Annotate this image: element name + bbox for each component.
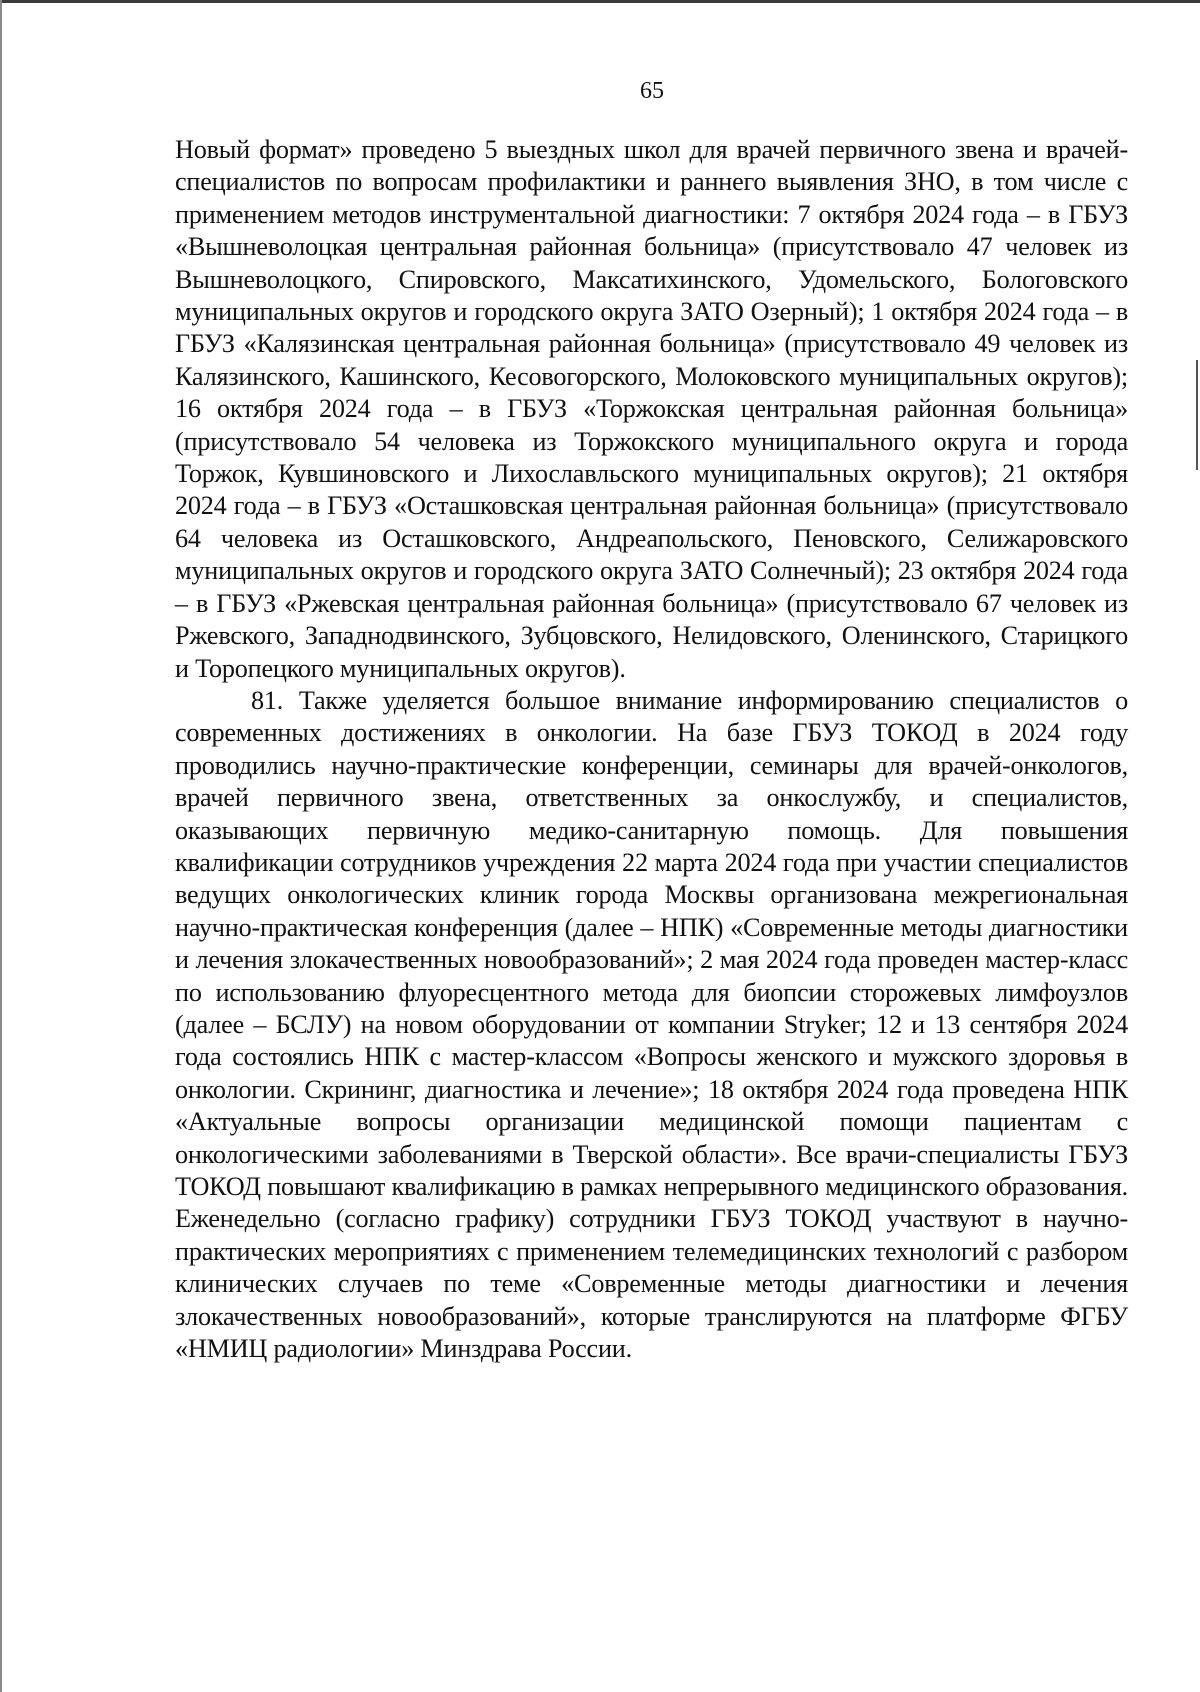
document-body <box>175 134 1128 1365</box>
paragraph-school-events: Новый формат» проведено 5 выездных школ для врачей первичного звена и врачей-специалистов по вопросам профилактики и раннего выявления ЗНО, в том числе с применением методов инструментальной диагностики: 7 октября 2024 года – в ГБУЗ «Вышневолоцкая центральная районная больница» (присутствовало 47 человек из Вышневолоцкого, Спировского, Максатихинского, Удомельского, Бологовского муниципальных округов и городского округа ЗАТО Озерный); 1 октября 2024 года – в ГБУЗ «Калязинская центральная районная больница» (присутствовало 49 человек из Калязинского, Кашинского, Кесовогорского, Молоковского муниципальных округов); 16 октября 2024 года – в ГБУЗ «Торжокская центральная районная больница» (присутствовало 54 человека из Торжокского муниципального округа и города Торжок, Кувшиновского и Лихославльского муниципальных округов); 21 октября 2024 года – в ГБУЗ «Осташковская центральная районная больница» (присутствовало 64 человека из Осташковского, Андреапольского, Пеновского, Селижаровского муниципальных округов и городского округа ЗАТО Солнечный); 23 октября 2024 года – в ГБУЗ «Ржевская центральная районная больница» (присутствовало 67 человек из Ржевского, Западнодвинского, Зубцовского, Нелидовского, Оленинского, Старицкого и Торопецкого муниципальных округов). <box>175 135 1128 683</box>
scan-border-top <box>0 0 1200 3</box>
scan-mark-right <box>1196 360 1198 420</box>
scan-border-left <box>0 0 2 1692</box>
paragraph-81-conferences: 81. Также уделяется большое внимание информированию специалистов о современных достижениях в онкологии. На базе ГБУЗ ТОКОД в 2024 году проводились научно-практические конференции, семинары для врачей-онкологов, врачей первичного звена, ответственных за онкослужбу, и специалистов, оказывающих первичную медико-санитарную помощь. Для повышения квалификации сотрудников учреждения 22 марта 2024 года при участии специалистов ведущих онкологических клиник города Москвы организована межрегиональная научно-практическая конференция (далее – НПК) «Современные методы диагностики и лечения злокачественных новообразований»; 2 мая 2024 года проведен мастер-класс по использованию флуоресцентного метода для биопсии сторожевых лимфоузлов (далее – БСЛУ) на новом оборудовании от компании Stryker; 12 и 13 сентября 2024 года состоялись НПК с мастер-классом «Вопросы женского и мужского здоровья в онкологии. Скрининг, диагностика и лечение»; 18 октября 2024 года проведена НПК «Актуальные вопросы организации медицинской помощи пациентам с онкологическими заболеваниями в Тверской области». Все врачи-специалисты ГБУЗ ТОКОД повышают квалификацию в рамках непрерывного медицинского образования. Еженедельно (согласно графику) сотрудники ГБУЗ ТОКОД участвуют в научно-практических мероприятиях с применением телемедицинских технологий с разбором клинических случаев по теме «Современные методы диагностики и лечения злокачественных новообразований», которые транслируются на платформе ФГБУ «НМИЦ радиологии» Минздрава России. <box>175 685 1129 1364</box>
page-number: 65 <box>640 78 664 104</box>
scan-mark-right <box>1196 420 1198 470</box>
